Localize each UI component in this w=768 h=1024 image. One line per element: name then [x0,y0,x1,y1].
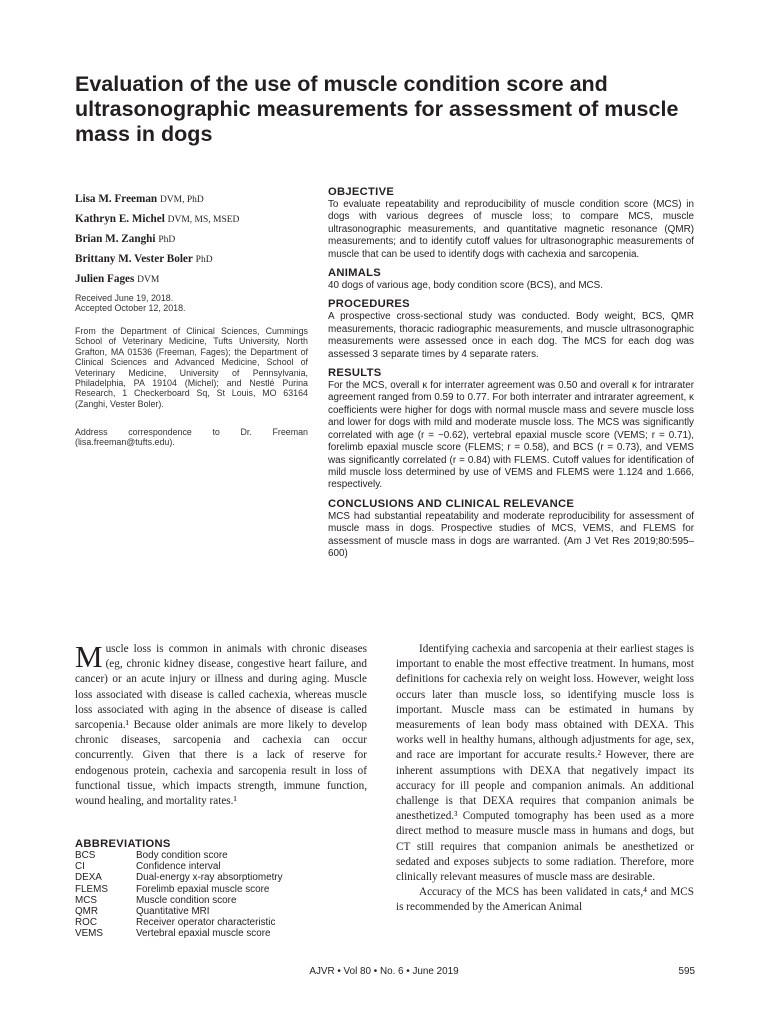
abbreviation-definition: Confidence interval [136,861,221,873]
article-dates [75,293,315,314]
body-paragraph: Identifying cachexia and sarcopenia at their earliest stages is important to enable the most effective treatment. In humans, most definitions for cachexia rely on weight loss. However, weight loss occurs later than muscle loss, so identifying muscle loss is important. Muscle mass can be estimated in humans by measurements of lean body mass obtained with DEXA. This works well in healthy humans, although adjustments for age, sex, and race are important for accurate results.² However, there are inherent assumptions with DEXA that negatively impact its accuracy for ill people and companion animals. An additional challenge is that DEXA requires that companion animals be anesthetized.³ Computed tomography has been used as a more direct method to measure muscle mass in humans and dogs, but CT still requires that companion animals be anesthetized or sedated and exposes subjects to some radiation. Therefore, more clinically relevant measures of muscle mass are desirable. [396,643,694,884]
abbreviation-term: VEMS [75,928,103,940]
author-degree: PhD [158,235,176,245]
section-heading: CONCLUSIONS AND CLINICAL RELEVANCE [328,497,575,510]
abstract-procedures [328,298,694,361]
author-item [75,210,315,230]
affiliation: From the Department of Clinical Sciences, Cummings School of Veterinary Medicine, Tufts University, North Grafton, MA 01536 (Freeman, Fages); the Department of Clinical Sciences and Advanced Medicine, School of Veterinary Medicine, University of Pennsylvania, Philadelphia, PA 19104 (Michel); and Nestlé Purina Research, 1 Checkerboard Sq, St Louis, MO 63164 (Zanghi, Vester Boler). [75,326,308,409]
intro-text: uscle loss is common in animals with chronic diseases (eg, chronic kidney disease, congestive heart failure, and cancer) or an acute injury or illness and during aging. Muscle loss associated with disease is called cachexia, whereas muscle loss associated with aging in the absence of disease is called sarcopenia.¹ Because older animals are more likely to develop chronic diseases, sarcopenia and cachexia can occur concurrently. Given that there is a lack of reserve for endogenous protein, cachexia and sarcopenia result in loss of functional tissue, which impacts strength, immune function, wound healing, and mortality rates.¹ [75,643,367,808]
section-heading: ANIMALS [328,267,382,280]
abbreviation-definition: Body condition score [136,850,228,861]
abbreviation-definition: Quantitative MRI [136,906,210,918]
section-heading: PROCEDURES [328,298,410,311]
abbreviation-definition: Vertebral epaxial muscle score [136,928,271,940]
abbreviation-term: BCS [75,850,96,861]
abbreviation-definition: Dual-energy x-ray absorptiometry [136,872,283,884]
page-number: 595 [678,966,695,977]
abbreviation-row [75,917,367,928]
abbreviation-row [75,895,367,906]
abbreviation-definition: Muscle condition score [136,894,237,906]
abstract-conclusions [328,498,694,561]
received-date: Received June 19, 2018. [75,293,174,303]
author-degree: DVM [137,275,160,285]
drop-cap: M [75,639,103,674]
author-degree: DVM, PhD [159,195,204,205]
abbreviation-term: FLEMS [75,883,108,895]
abstract-animals [328,267,694,292]
author-item [75,190,315,210]
abbreviation-term: DEXA [75,872,102,884]
section-text: A prospective cross-sectional study was conducted. Body weight, BCS, QMR measurements, thoracic radiographic measurements, and muscle ultrasonographic measurements were assessed once in each dog. The MCS for each dog was assessed 3 separate times by 4 separate raters. [328,311,694,360]
body-column-right [396,642,694,916]
author-name: Brittany M. Vester Boler [75,253,193,265]
author-degree: DVM, MS, MSED [167,215,240,225]
section-text: 40 dogs of various age, body condition score (BCS), and MCS. [328,280,604,292]
author-name: Lisa M. Freeman [75,193,158,205]
intro-paragraph [75,639,367,809]
abbreviation-row [75,872,367,883]
section-text: To evaluate repeatability and reproducibility of muscle condition score (MCS) in dogs with various degrees of muscle loss; to compare MCS, muscle ultrasonographic measurements, and quantitative magnetic resonance (QMR) measurements; and to identify cutoff values for ultrasonographic measurements of muscle that can be used to identify dogs with cachexia and sarcopenia. [328,199,694,260]
abbreviation-term: QMR [75,906,99,918]
abbreviation-row [75,906,367,917]
author-degree: PhD [195,255,213,265]
correspondence: Address correspondence to Dr. Freeman (lisa.freeman@tufts.edu). [75,427,308,448]
author-name: Kathryn E. Michel [75,213,165,225]
abbreviations-list [75,850,367,940]
author-list [75,190,315,290]
author-name: Julien Fages [75,273,135,285]
journal-footer: AJVR • Vol 80 • No. 6 • June 2019 [309,966,459,977]
abstract [328,186,694,566]
section-heading: RESULTS [328,367,382,380]
accepted-date: Accepted October 12, 2018. [75,303,186,314]
abbreviation-row [75,850,367,861]
abbreviation-term: MCS [75,894,97,906]
abbreviations-box [75,838,367,940]
abstract-objective [328,186,694,261]
section-text: For the MCS, overall κ for interrater agreement was 0.50 and overall κ for intrarater agreement ranged from 0.59 to 0.77. For both interrater and intrarater agreement, κ coefficients were higher for dogs with normal muscle mass and severe muscle loss and lower for dogs with mild and moderate muscle loss. The MCS was significantly correlated with age (r = −0.62), vertebral epaxial muscle score (VEMS; r = 0.71), forelimb epaxial muscle score (FLEMS; r = 0.58), and BCS (r = 0.73), and VEMS was significantly correlated (r = 0.84) with FLEMS. Cutoff values for identification of mild muscle loss determined by use of VEMS and FLEMS were 1.124 and 1.666, respectively. [328,380,694,491]
abbreviations-heading: ABBREVIATIONS [75,838,171,850]
abbreviation-row [75,928,367,939]
abstract-results [328,367,694,492]
article-title: Evaluation of the use of muscle condition score and ultrasonographic measurements for assessment of muscle mass in dogs [75,72,679,146]
body-paragraph: Accuracy of the MCS has been validated in cats,⁴ and MCS is recommended by the American Animal [396,886,694,914]
abbreviation-term: ROC [75,917,97,929]
author-name: Brian M. Zanghi [75,233,156,245]
section-heading: OBJECTIVE [328,186,395,198]
abbreviation-row [75,861,367,872]
body-column-left [75,639,367,809]
abbreviation-definition: Forelimb epaxial muscle score [136,883,270,895]
section-text: MCS had substantial repeatability and moderate reproducibility for assessment of muscle mass in dogs. Prospective studies of MCS, VEMS, and FLEMS for assessment of muscle mass in dogs are warranted. (Am J Vet Res 2019;80:595–600) [328,510,694,559]
abbreviation-term: CI [75,861,85,873]
author-item [75,250,315,270]
abbreviation-definition: Receiver operator characteristic [136,917,276,929]
author-item [75,230,315,250]
author-item [75,270,315,290]
abbreviation-row [75,884,367,895]
